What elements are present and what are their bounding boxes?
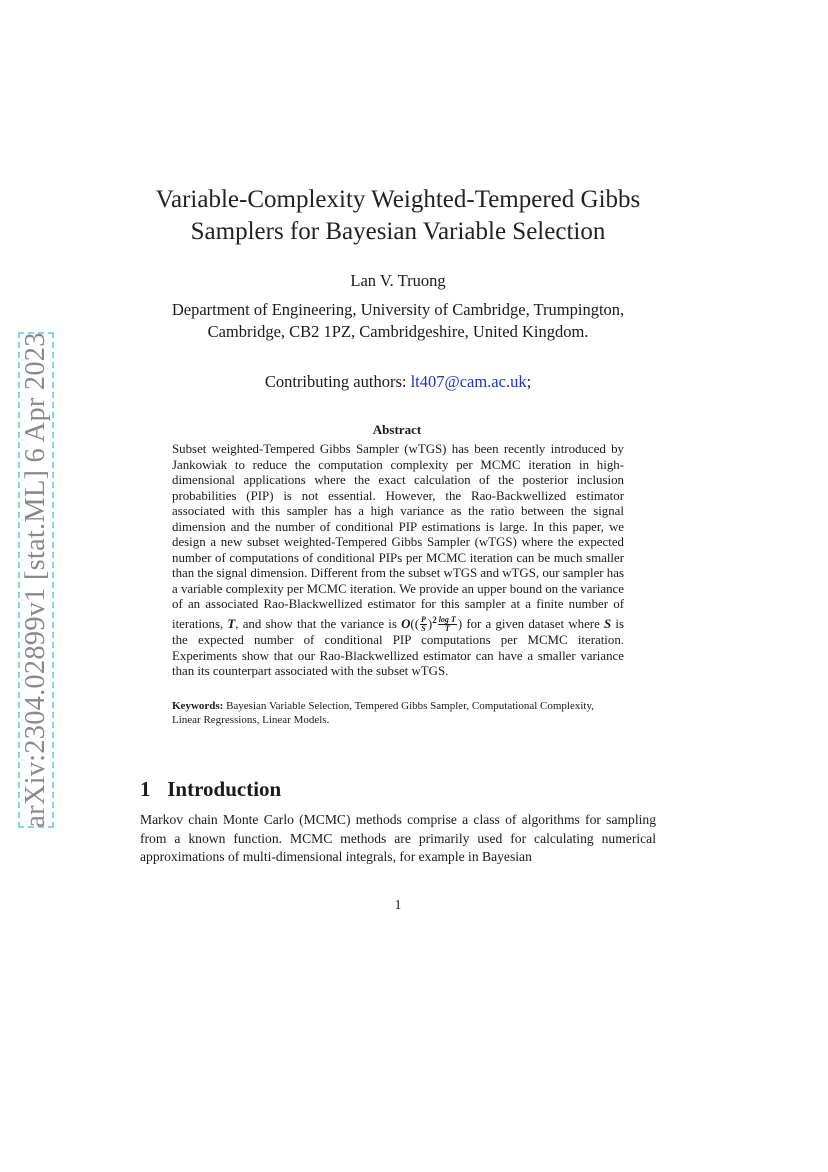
abstract-text-1: Subset weighted-Tempered Gibbs Sampler (wTGS) has been recently introduced by Jankowiak to reduce the computation complexity per MCMC iteration in high-dimensional applications where the exact calculation of the posterior inclusion probabilities (PIP) is not essential. However, the Rao-Backwellized estimator associated with this sampler has a high variance as the ratio between the signal dimension and the number of conditional PIP estimations is large. In this paper, we design a new subset weighted-Tempered Gibbs Sampler (wTGS) where the expected number of computations of conditional PIPs per MCMC iteration can be much smaller than the signal dimension. Different from the subset wTGS and wTGS, our sampler has a variable complexity per MCMC iteration. We provide an upper bound on the variance of an associated Rao-Blackwellized estimator for this sampler at a finite number of iterations,	[172, 442, 624, 631]
email-link[interactable]: lt407@cam.ac.uk	[410, 372, 527, 391]
log-denominator: T	[444, 624, 450, 634]
abstract-text-3: for a given dataset where	[462, 616, 605, 631]
section-title: Introduction	[167, 777, 282, 801]
math-var-S: S	[604, 616, 612, 631]
affiliation	[140, 299, 656, 343]
keywords-text: Bayesian Variable Selection, Tempered Gibbs Sampler, Computational Complexity, Linear Regressions, Linear Models.	[172, 700, 595, 726]
abstract-paragraph	[172, 442, 624, 680]
abstract-text-4: is the expected number of conditional PIP computations per MCMC iteration. Experiments show that our Rao-Blackwellized estimator can have a smaller variance than its counterpart associated with the subset wTGS.	[172, 616, 624, 679]
ratio-fraction	[420, 616, 427, 633]
affiliation-line-1: Department of Engineering, University of Cambridge, Trumpington,	[171, 300, 625, 319]
paper-title	[140, 184, 656, 248]
affiliation-line-2: Cambridge, CB2 1PZ, Cambridgeshire, United Kingdom.	[207, 322, 589, 341]
arxiv-identifier-text: arXiv:2304.02899v1 [stat.ML] 6 Apr 2023	[20, 332, 51, 828]
contributing-label: Contributing authors:	[264, 372, 407, 391]
fraction-denominator: S	[421, 624, 426, 634]
abstract-heading: Abstract	[372, 422, 422, 437]
section-heading	[140, 777, 281, 802]
exponent: 2	[432, 614, 437, 625]
title-line-2: Samplers for Bayesian Variable Selection	[190, 218, 606, 245]
abstract-body	[172, 442, 624, 680]
keywords	[172, 700, 624, 727]
author-name: Lan V. Truong	[350, 271, 446, 290]
math-var-T: T	[227, 616, 236, 631]
complexity-formula: O(( $\frac{P}{S}$ )$^2$ $\frac{\text{log T}}{T}$ )	[401, 614, 463, 634]
fraction-numerator: P	[421, 615, 426, 625]
intro-paragraph	[140, 811, 656, 867]
page-number: 1	[394, 897, 402, 912]
arxiv-identifier-stamp	[18, 332, 54, 828]
keywords-label: Keywords:	[172, 700, 224, 712]
big-o-symbol: O	[401, 616, 411, 631]
title-line-1: Variable-Complexity Weighted-Tempered Gibbs	[155, 186, 641, 213]
contributing-trail: ;	[526, 372, 532, 391]
log-numerator: log T	[438, 615, 456, 625]
intro-text: Markov chain Monte Carlo (MCMC) methods comprise a class of algorithms for sampling from a known function. MCMC methods are primarily used for calculating numerical approximations of multi-dimensional integrals, for example in Bayesian	[140, 812, 656, 864]
abstract-text-2: , and show that the variance is	[235, 616, 402, 631]
contributing-authors	[140, 371, 656, 393]
log-fraction	[438, 616, 457, 633]
section-number: 1	[140, 777, 151, 801]
